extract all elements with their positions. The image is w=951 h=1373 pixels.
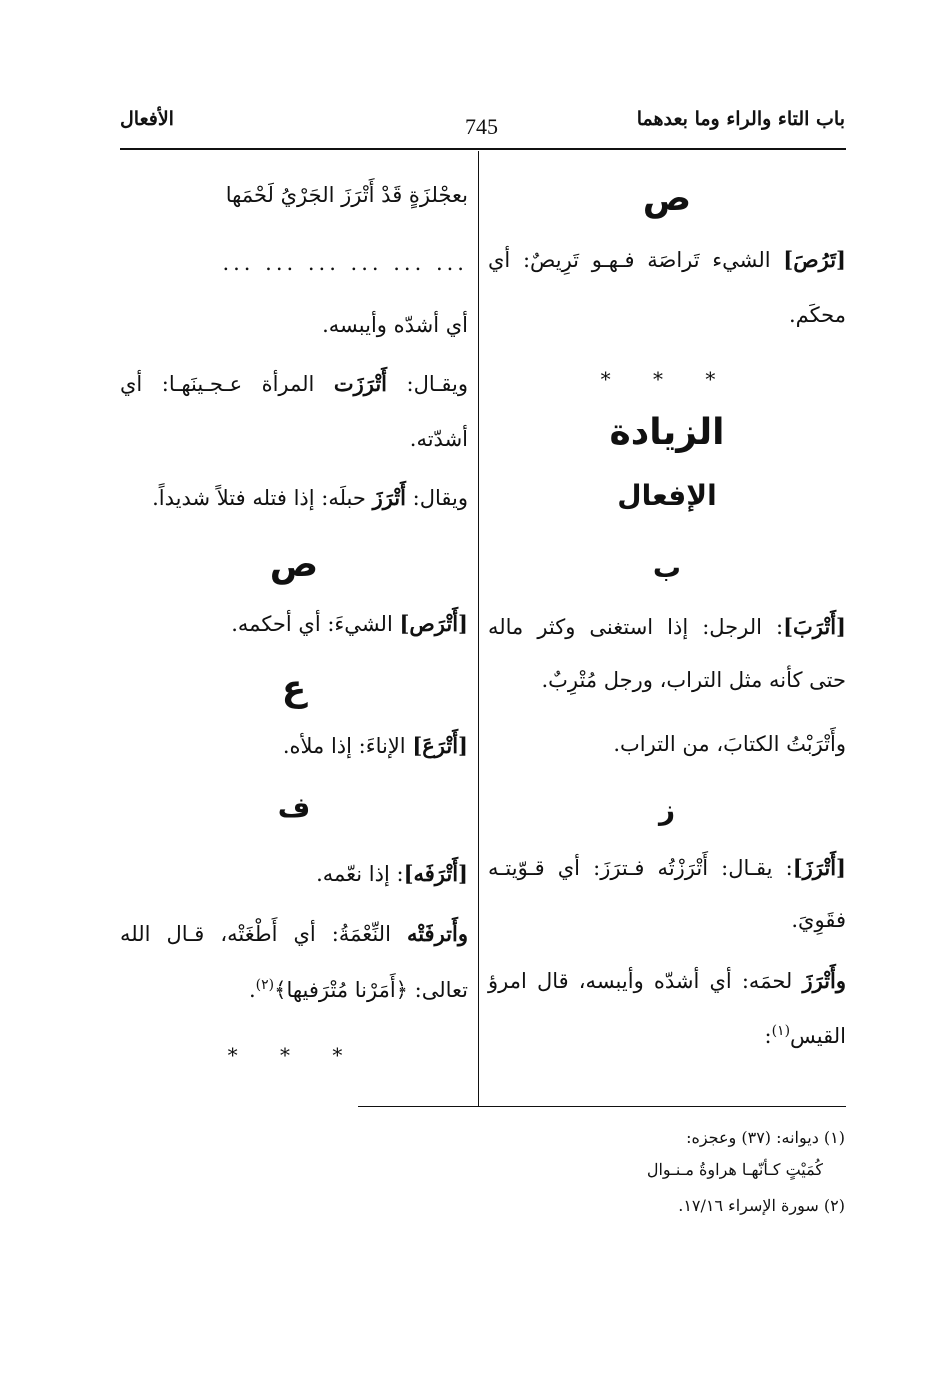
entry-qays [764, 1022, 846, 1050]
entry-atraf [316, 860, 468, 888]
entry-text: لحمَه: أي أشدّه وأيبسه، قال امرؤ [488, 969, 803, 993]
entry-term: [أَتْرَزَ] [792, 855, 846, 880]
entry-habl [152, 484, 468, 512]
verse-dots: ... ... ... ... ... ... [222, 251, 468, 275]
letter-heading-zay: ز [658, 793, 676, 826]
entry-text: الإناءَ: إذا ملأه. [282, 734, 413, 758]
page-number: 745 [465, 114, 498, 139]
separator-stars: * * * [227, 1043, 361, 1067]
quran-quote: تعالى: ﴿أَمَرْنا مُتْرَفيها﴾ [274, 978, 468, 1002]
entry-term: وأَترفَتْه [406, 921, 468, 946]
entry-text: حبلَه: إذا فتله فتلاً شديداً. [152, 486, 373, 510]
footnote-2: (٢) سورة الإسراء ١٧/١٦. [678, 1196, 845, 1215]
verse-gloss: أي أشدّه وأيبسه. [322, 313, 468, 337]
entry-text: : الرجل: إذا استغنى وكثر ماله [488, 615, 784, 639]
letter-heading-sad: ص [269, 544, 319, 585]
entry-atrazat [120, 370, 468, 398]
footnote-ref: (١) [771, 1023, 791, 1039]
heading-afal: الإفعال [617, 479, 717, 512]
entry-term: [أَتْرَبَ] [783, 614, 846, 639]
entry-atra [283, 732, 468, 760]
separator-stars: * * * [600, 367, 734, 391]
chapter-title: الأفعال [120, 108, 174, 130]
column-divider [478, 151, 479, 1106]
entry-text: : يقـال: أَتْرَزْتُه فـترَزَ: أي قـوّيتـه [488, 856, 793, 880]
entry-atrabtu [613, 731, 846, 758]
entry-text: القيس [790, 1024, 846, 1048]
entry-atras [231, 610, 468, 638]
entry-taala [249, 976, 468, 1004]
entry-atrab [488, 613, 846, 641]
letter-heading-sad: ص [642, 178, 692, 219]
entry-text: : إذا نعّمه. [316, 862, 404, 886]
entry-text: الشيء تَراصَة فـهـو تَرِيصٌ: أي [488, 248, 784, 272]
entry-term: [أَتْرَعَ] [412, 733, 468, 758]
footnote-ref: (٢) [255, 977, 275, 993]
entry-text: : [764, 1024, 772, 1048]
section-title: باب التاء والراء وما بعدهما [636, 108, 845, 130]
heading-ziyada: الزيادة [609, 412, 725, 453]
entry-atrazat-cont: أشدّته. [409, 427, 468, 451]
entry-term: وأَتْرَزَ [802, 968, 846, 993]
footnote-rule [358, 1106, 846, 1107]
entry-text: النِّعْمَةُ: أي أَطْغَتْه، قـال الله [120, 922, 407, 946]
entry-term: أَتْرَزَت [333, 371, 388, 396]
entry-tarus [488, 246, 846, 274]
entry-term: أَتْرَزَ [372, 485, 406, 510]
entry-atrab-cont: حتى كأنه مثل التراب، ورجل مُتْرِبٌ. [541, 668, 846, 692]
entry-text: الشيءَ: أي أحكمه. [231, 612, 400, 636]
footnote-1: (١) ديوانه: (٣٧) وعجزه: [686, 1128, 845, 1147]
entry-atraz [488, 854, 846, 882]
header-rule [120, 148, 846, 150]
entry-tarus-cont: محكَم. [788, 303, 846, 327]
letter-heading-ayn: ع [281, 668, 307, 709]
entry-term: [أَتْرَص] [399, 611, 468, 636]
footnote-1-verse: كُمَيْتٍ كـأنّهـا هراوةُ مـنـوال [646, 1160, 823, 1179]
letter-heading-fa: ف [277, 791, 311, 824]
entry-text: ويقال: [405, 486, 468, 510]
entry-text: المرأة عـجـينَهـا: أي [120, 372, 334, 396]
entry-text: وأَتْرَبْتُ الكتابَ، من التراب. [613, 732, 846, 756]
entry-term: [أَتْرَفَه] [403, 861, 468, 886]
letter-heading-ba: ب [652, 551, 682, 584]
entry-atraz-lahm [488, 967, 846, 995]
entry-atrafat [120, 920, 468, 948]
poetry-verse: بعجْلزَةٍ قَدْ أَتْرَزَ الجَرْيُ لَحْمَها [225, 183, 468, 207]
entry-text: . [248, 978, 256, 1002]
entry-text: ويقـال: [387, 372, 468, 396]
entry-atraz-cont: فقَوِيَ. [791, 908, 846, 932]
entry-term: [تَرُصَ] [783, 247, 846, 272]
